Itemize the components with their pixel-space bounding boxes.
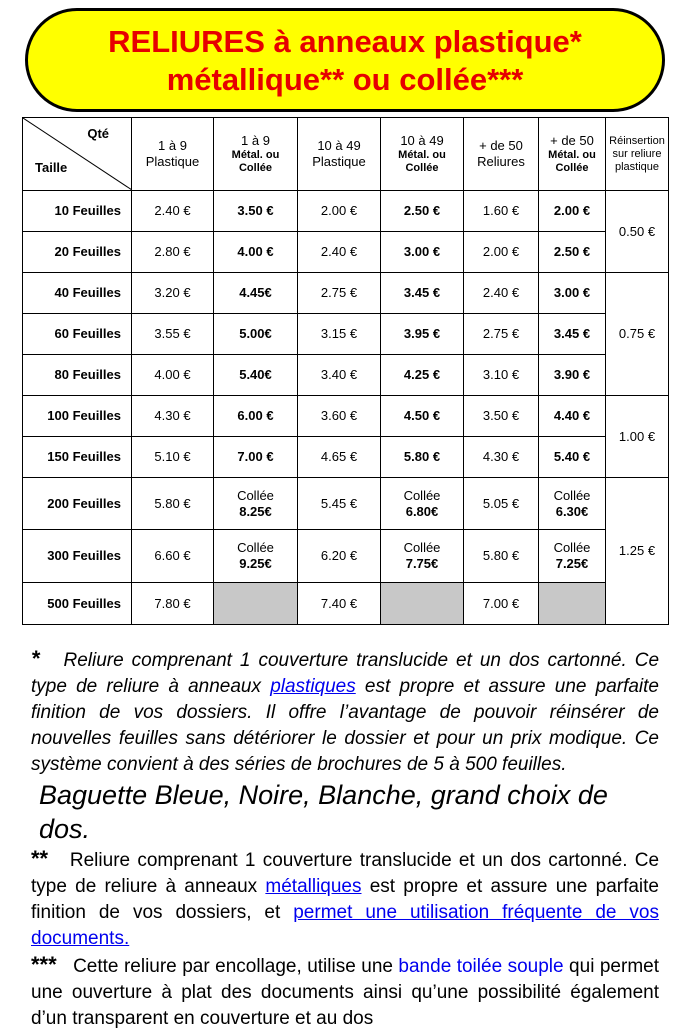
price-cell: 4.00 € (132, 355, 214, 396)
price-cell: 4.00 € (214, 232, 298, 273)
header-row (23, 118, 669, 191)
reinsertion-cell: 1.25 € (606, 478, 669, 625)
price-cell: 2.75 € (298, 273, 381, 314)
price-cell (381, 583, 464, 625)
price-cell: 4.25 € (381, 355, 464, 396)
col-header: 1 à 9 Métal. ou Collée (214, 118, 298, 191)
price-cell: 2.00 € (298, 191, 381, 232)
row-size: 80 Feuilles (23, 355, 132, 396)
table-row (23, 478, 669, 530)
row-size: 500 Feuilles (23, 583, 132, 625)
row-size: 20 Feuilles (23, 232, 132, 273)
price-cell: 5.40 € (539, 437, 606, 478)
price-cell: 3.40 € (298, 355, 381, 396)
price-cell: 6.00 € (214, 396, 298, 437)
price-cell: 1.60 € (464, 191, 539, 232)
price-cell: 7.00 € (214, 437, 298, 478)
title-banner (25, 8, 665, 112)
qty-label: Qté (87, 126, 109, 141)
price-cell: 7.80 € (132, 583, 214, 625)
price-cell: 5.80 € (132, 478, 214, 530)
table-row (23, 355, 669, 396)
row-size: 60 Feuilles (23, 314, 132, 355)
price-cell: 3.15 € (298, 314, 381, 355)
price-cell: 3.90 € (539, 355, 606, 396)
reinsertion-cell: 0.50 € (606, 191, 669, 273)
price-cell: 4.40 € (539, 396, 606, 437)
price-cell: 5.80 € (381, 437, 464, 478)
price-cell: 6.20 € (298, 530, 381, 583)
row-size: 200 Feuilles (23, 478, 132, 530)
price-cell: 3.55 € (132, 314, 214, 355)
price-cell (539, 583, 606, 625)
price-cell: 2.40 € (464, 273, 539, 314)
table-row (23, 232, 669, 273)
price-cell: 3.00 € (539, 273, 606, 314)
col-header: 10 à 49 Plastique (298, 118, 381, 191)
price-cell: 2.80 € (132, 232, 214, 273)
col-header: + de 50 Reliures (464, 118, 539, 191)
banner-line-2: métallique** ou collée*** (166, 62, 524, 97)
table-row (23, 273, 669, 314)
price-cell: 3.00 € (381, 232, 464, 273)
reinsertion-cell: 1.00 € (606, 396, 669, 478)
table-row (23, 314, 669, 355)
row-size: 300 Feuilles (23, 530, 132, 583)
table-row (23, 530, 669, 583)
price-cell: 2.00 € (464, 232, 539, 273)
price-cell: 6.60 € (132, 530, 214, 583)
price-cell: 5.05 € (464, 478, 539, 530)
row-size: 40 Feuilles (23, 273, 132, 314)
price-cell: 4.65 € (298, 437, 381, 478)
banner-line-1: RELIURES à anneaux plastique* (108, 24, 582, 59)
price-cell: Collée 6.30€ (539, 478, 606, 530)
note-plastic: * Reliure comprenant 1 couverture translucide et un dos cartonné. Ce type de reliure à anneaux plastiques est propre et assure une parfaite finition de vos dossiers. Il offre l’avantage de pouvoir réinsérer de nouvelles feuilles sans détériorer le dossier et pour un prix modique. Ce système convient à des séries de brochures de 5 à 500 feuilles. (31, 646, 660, 775)
price-cell: 2.00 € (539, 191, 606, 232)
corner-cell (23, 118, 132, 191)
row-size: 10 Feuilles (23, 191, 132, 232)
baguette-line: Baguette Bleue, Noire, Blanche, grand choix de dos. (39, 780, 608, 844)
col-header: 1 à 9 Plastique (132, 118, 214, 191)
price-cell: 3.45 € (539, 314, 606, 355)
price-cell: 5.80 € (464, 530, 539, 583)
note-metal: ** Reliure comprenant 1 couverture translucide et un dos cartonné. Ce type de reliure à anneaux métalliques est propre et assure une parfaite finition de vos dossiers, et permet une utilisation fréquente de vos documents. (31, 846, 660, 949)
frequent-use-link[interactable]: permet une utilisation fréquente de vos documents. (31, 902, 659, 949)
price-cell: 4.45€ (214, 273, 298, 314)
table-row (23, 437, 669, 478)
reinsertion-cell: 0.75 € (606, 273, 669, 396)
price-cell: 2.40 € (298, 232, 381, 273)
price-cell: 3.50 € (464, 396, 539, 437)
price-cell: 5.00€ (214, 314, 298, 355)
price-cell: Collée 8.25€ (214, 478, 298, 530)
price-cell: 4.30 € (132, 396, 214, 437)
price-cell: 3.20 € (132, 273, 214, 314)
price-cell: 7.40 € (298, 583, 381, 625)
plastic-link[interactable]: plastiques (270, 676, 356, 697)
price-cell: 2.50 € (539, 232, 606, 273)
note-glued: *** Cette reliure par encollage, utilise une bande toilée souple qui permet une ouverture à plat des documents ainsi qu’une possibilité également d’un transparent en couverture et au dos (31, 952, 660, 1029)
price-cell: 3.45 € (381, 273, 464, 314)
price-cell: Collée 6.80€ (381, 478, 464, 530)
price-cell: 5.40€ (214, 355, 298, 396)
price-cell: 3.95 € (381, 314, 464, 355)
size-label: Taille (35, 160, 68, 175)
table-row (23, 191, 669, 232)
price-cell: 3.50 € (214, 191, 298, 232)
metal-link[interactable]: métalliques (265, 876, 362, 897)
price-table (22, 117, 669, 625)
price-cell: 2.40 € (132, 191, 214, 232)
price-cell: Collée 7.25€ (539, 530, 606, 583)
table-row (23, 583, 669, 625)
price-cell: Collée 9.25€ (214, 530, 298, 583)
price-cell: 3.10 € (464, 355, 539, 396)
row-size: 100 Feuilles (23, 396, 132, 437)
price-cell: 7.00 € (464, 583, 539, 625)
price-cell: 2.50 € (381, 191, 464, 232)
price-cell: 5.45 € (298, 478, 381, 530)
price-cell: 4.30 € (464, 437, 539, 478)
notes (31, 646, 659, 1032)
col-header: Réinsertion sur reliure plastique (606, 118, 669, 191)
price-cell: Collée 7.75€ (381, 530, 464, 583)
price-cell: 3.60 € (298, 396, 381, 437)
price-cell: 5.10 € (132, 437, 214, 478)
price-cell: 2.75 € (464, 314, 539, 355)
col-header: 10 à 49 Métal. ou Collée (381, 118, 464, 191)
col-header: + de 50 Métal. ou Collée (539, 118, 606, 191)
row-size: 150 Feuilles (23, 437, 132, 478)
price-cell (214, 583, 298, 625)
table-row (23, 396, 669, 437)
price-cell: 4.50 € (381, 396, 464, 437)
